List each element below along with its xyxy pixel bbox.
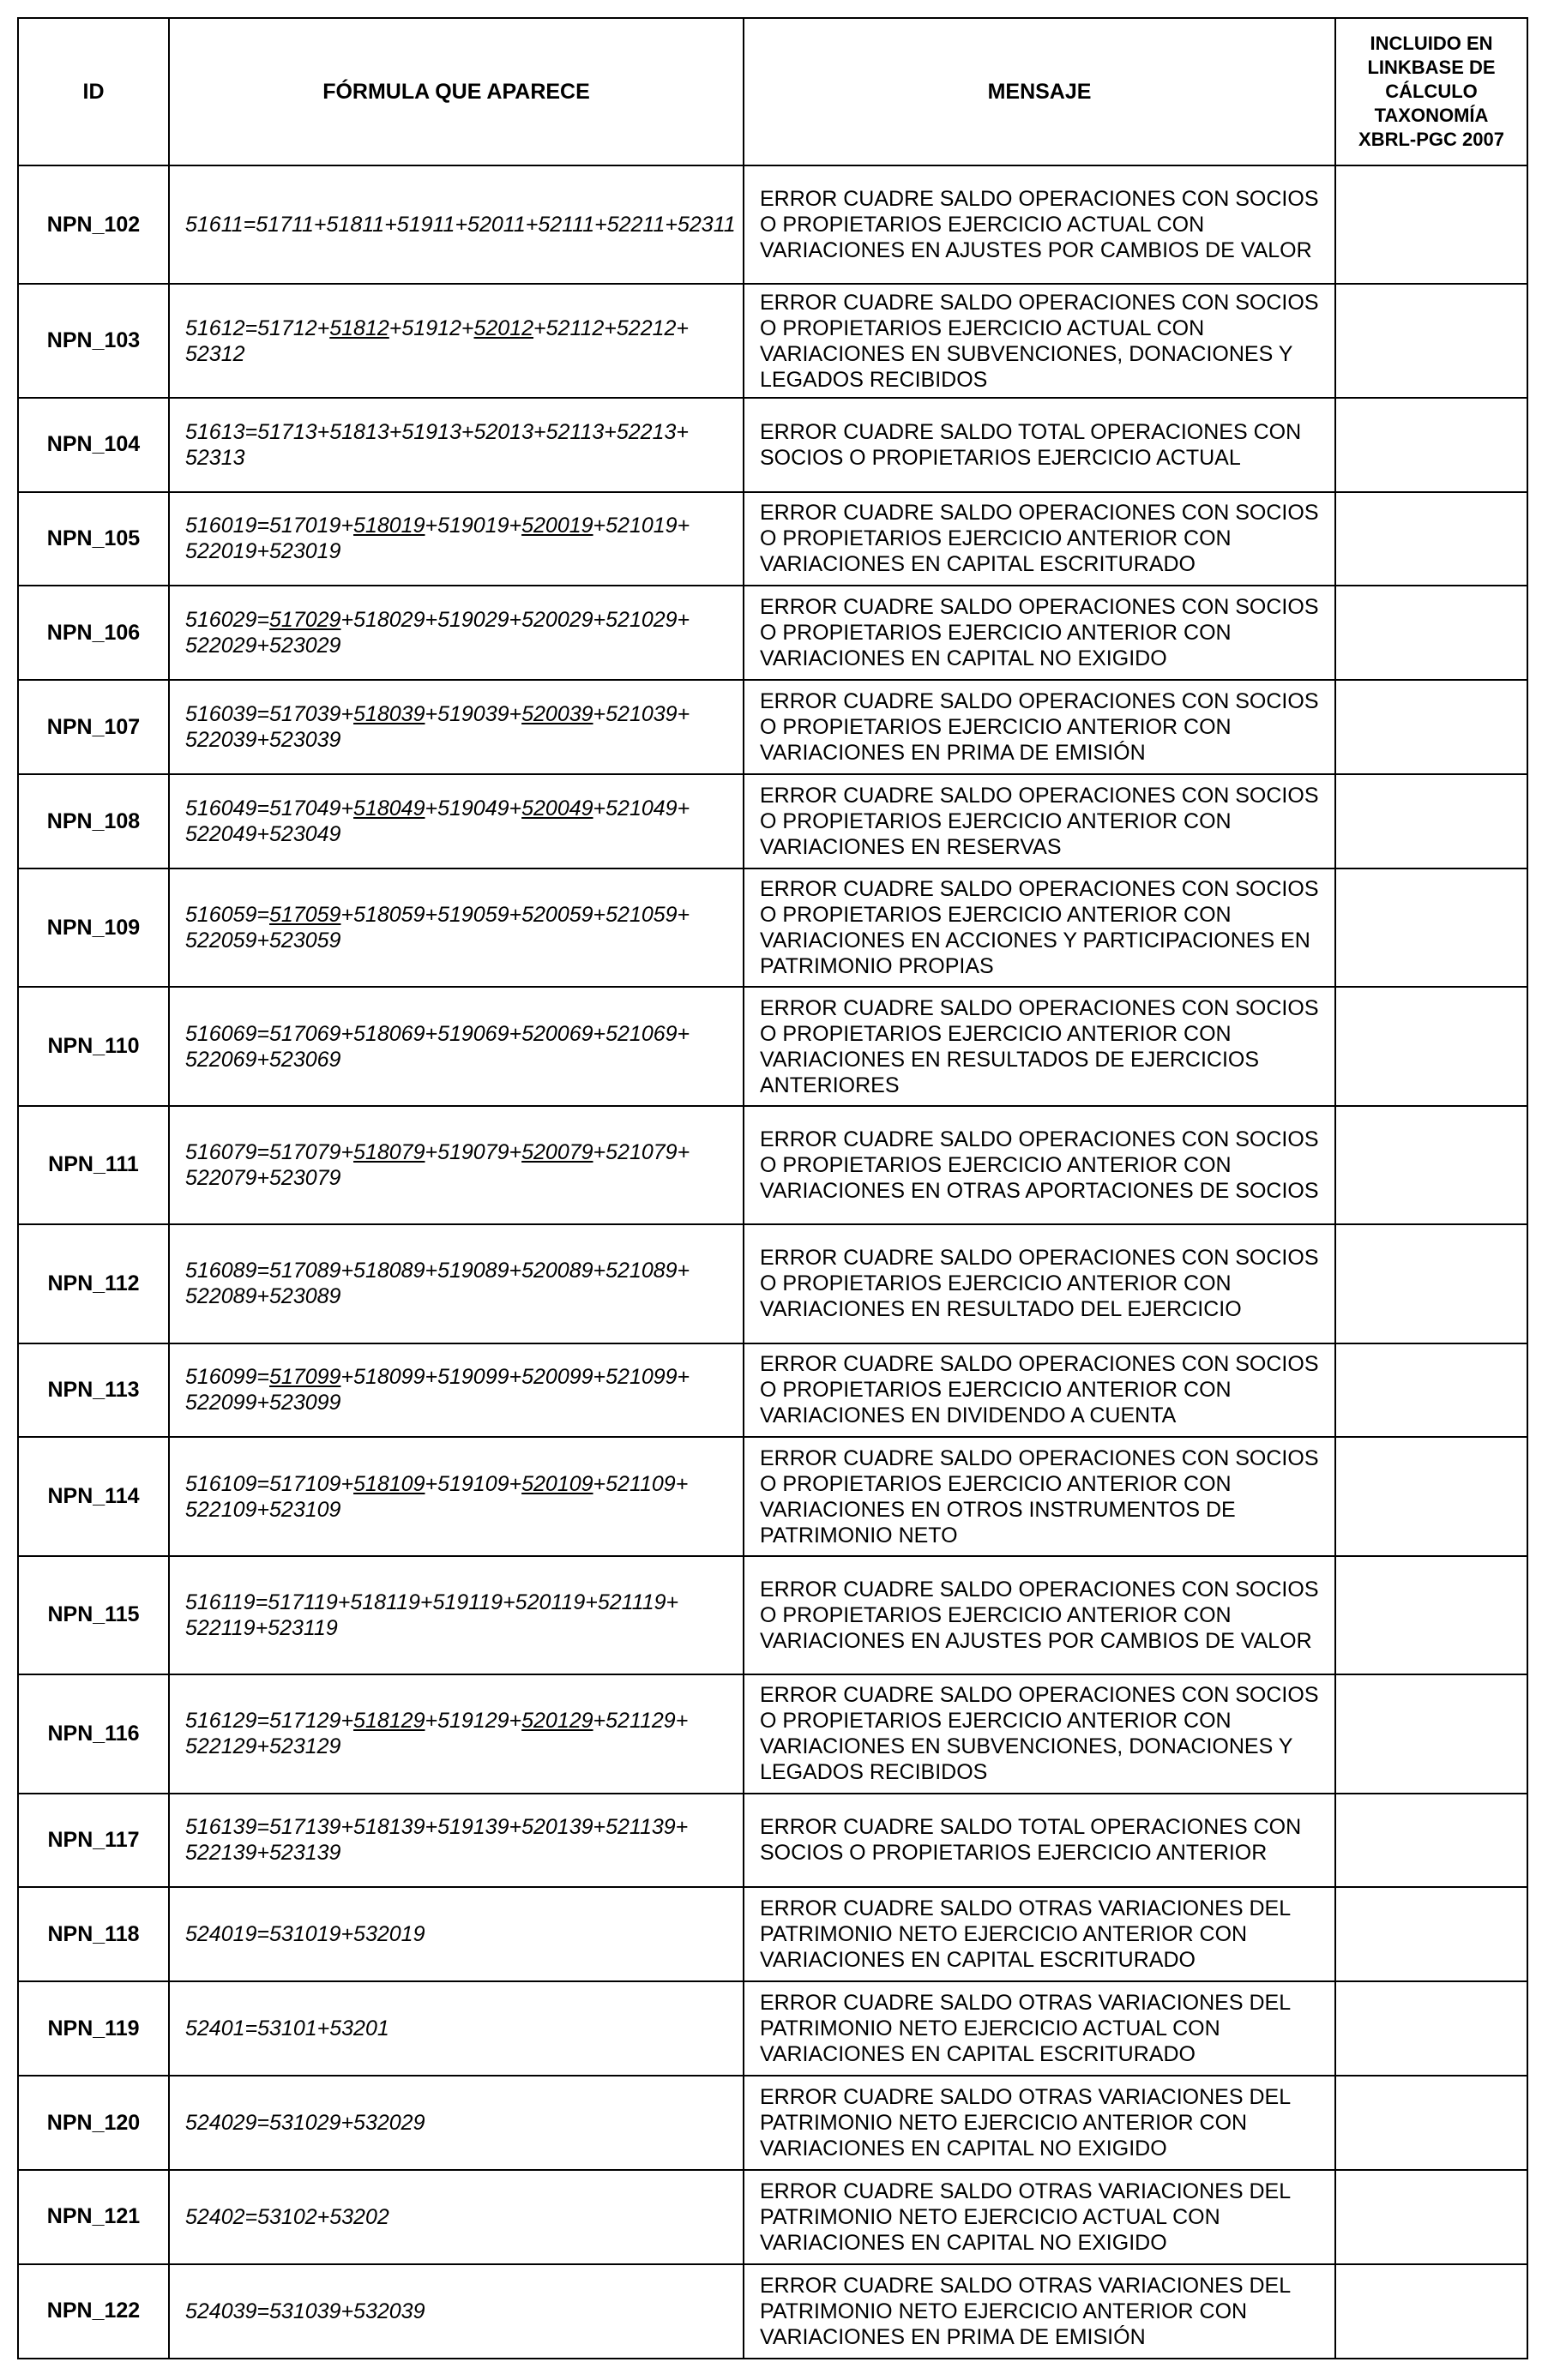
header-message: MENSAJE [744,18,1335,165]
table-row [18,1887,1527,1981]
rule-included [1335,1343,1527,1438]
table-row [18,1674,1527,1793]
formula-underlined-term: 520109 [521,1471,593,1496]
rule-formula [169,1887,744,1981]
rule-id: NPN_104 [18,398,169,492]
rule-formula [169,284,744,397]
formula-segment: 516049=517049+ [185,796,354,821]
formula-segment: 516089=517089+518089+519089+520089+521089+ 522089+523089 [185,1259,690,1309]
rule-message: ERROR CUADRE SALDO OTRAS VARIACIONES DEL PATRIMONIO NETO EJERCICIO ANTERIOR CON VARIACIONES EN CAPITAL NO EXIGIDO [744,2076,1335,2170]
formula-segment: +518029+519029+520029+521029+ 522029+523029 [185,608,690,658]
formula-segment: +519039+ [425,702,522,727]
table-row [18,2076,1527,2170]
rule-included [1335,1794,1527,1888]
rule-message: ERROR CUADRE SALDO OPERACIONES CON SOCIOS O PROPIETARIOS EJERCICIO ACTUAL CON VARIACIONES EN AJUSTES POR CAMBIOS DE VALOR [744,165,1335,284]
rule-formula [169,1106,744,1224]
rule-id: NPN_105 [18,492,169,586]
formula-segment: 51612=51712+ [185,316,330,340]
formula-segment: +521019+ 522019+523019 [185,514,690,564]
table-row [18,398,1527,492]
formula-underlined-term: 520129 [521,1709,593,1734]
formula-segment: +519129+ [425,1709,522,1734]
rule-included [1335,1437,1527,1555]
table-row [18,987,1527,1105]
rule-message: ERROR CUADRE SALDO TOTAL OPERACIONES CON SOCIOS O PROPIETARIOS EJERCICIO ANTERIOR [744,1794,1335,1888]
rule-id: NPN_122 [18,2264,169,2359]
header-included: INCLUIDO EN LINKBASE DE CÁLCULO TAXONOMÍA XBRL-PGC 2007 [1335,18,1527,165]
table-row [18,165,1527,284]
rule-id: NPN_118 [18,1887,169,1981]
rule-formula [169,1556,744,1674]
rule-formula [169,1224,744,1343]
rule-message: ERROR CUADRE SALDO OPERACIONES CON SOCIOS O PROPIETARIOS EJERCICIO ANTERIOR CON VARIACIONES EN DIVIDENDO A CUENTA [744,1343,1335,1438]
rule-message: ERROR CUADRE SALDO OPERACIONES CON SOCIOS O PROPIETARIOS EJERCICIO ANTERIOR CON VARIACIONES EN ACCIONES Y PARTICIPACIONES EN PATRIMONIO PROPIAS [744,868,1335,987]
rule-message: ERROR CUADRE SALDO OPERACIONES CON SOCIOS O PROPIETARIOS EJERCICIO ANTERIOR CON VARIACIONES EN SUBVENCIONES, DONACIONES Y LEGADOS RECIBIDOS [744,1674,1335,1793]
rule-id: NPN_120 [18,2076,169,2170]
formula-underlined-term: 520039 [521,702,593,727]
formula-segment: 516129=517129+ [185,1709,354,1734]
formula-underlined-term: 518039 [353,702,425,727]
formula-segment: +521129+ 522129+523129 [185,1709,689,1759]
formula-segment: +519079+ [425,1139,522,1164]
table-row [18,492,1527,586]
formula-underlined-term: 520019 [521,514,593,538]
rule-included [1335,165,1527,284]
rule-id: NPN_107 [18,680,169,774]
rule-id: NPN_109 [18,868,169,987]
formula-segment: 516099= [185,1365,270,1390]
formula-segment: 516119=517119+518119+519119+520119+521119+ 522119+523119 [185,1590,679,1640]
formula-segment: +521079+ 522079+523079 [185,1139,690,1190]
header-id: ID [18,18,169,165]
rule-formula [169,680,744,774]
rule-included [1335,774,1527,868]
table-row [18,1343,1527,1438]
rule-formula [169,1343,744,1438]
rule-id: NPN_119 [18,1981,169,2076]
formula-segment: 516109=517109+ [185,1471,354,1496]
header-formula: FÓRMULA QUE APARECE [169,18,744,165]
rule-id: NPN_113 [18,1343,169,1438]
formula-segment: +521109+ 522109+523109 [185,1471,689,1522]
table-row [18,1794,1527,1888]
rule-formula [169,1794,744,1888]
rule-formula [169,868,744,987]
rule-message: ERROR CUADRE SALDO TOTAL OPERACIONES CON SOCIOS O PROPIETARIOS EJERCICIO ACTUAL [744,398,1335,492]
formula-segment: 52311 [678,213,736,237]
rule-message: ERROR CUADRE SALDO OTRAS VARIACIONES DEL PATRIMONIO NETO EJERCICIO ANTERIOR CON VARIACIONES EN PRIMA DE EMISIÓN [744,2264,1335,2359]
rule-included [1335,586,1527,680]
rule-formula [169,1981,744,2076]
rule-message: ERROR CUADRE SALDO OPERACIONES CON SOCIOS O PROPIETARIOS EJERCICIO ANTERIOR CON VARIACIONES EN PRIMA DE EMISIÓN [744,680,1335,774]
rule-included [1335,2264,1527,2359]
formula-segment: 524019=531019+532019 [185,1922,425,1947]
rule-message: ERROR CUADRE SALDO OPERACIONES CON SOCIOS O PROPIETARIOS EJERCICIO ANTERIOR CON VARIACIONES EN RESULTADOS DE EJERCICIOS ANTERIORES [744,987,1335,1105]
rule-included [1335,1887,1527,1981]
rule-id: NPN_114 [18,1437,169,1555]
rule-included [1335,1106,1527,1224]
formula-segment: +519049+ [425,796,522,821]
formula-segment: 516139=517139+518139+519139+520139+521139+ 522139+523139 [185,1815,689,1866]
formula-segment: +521039+ 522039+523039 [185,702,690,753]
formula-underlined-term: 518049 [353,796,425,821]
table-row [18,1224,1527,1343]
formula-segment: 516079=517079+ [185,1139,354,1164]
formula-underlined-term: 51812 [329,316,389,340]
formula-segment: 52401=53101+53201 [185,2016,389,2041]
rule-message: ERROR CUADRE SALDO OPERACIONES CON SOCIOS O PROPIETARIOS EJERCICIO ANTERIOR CON VARIACIONES EN OTRAS APORTACIONES DE SOCIOS [744,1106,1335,1224]
rule-id: NPN_102 [18,165,169,284]
formula-segment: +519019+ [425,514,522,538]
rule-formula [169,987,744,1105]
formula-segment: +521049+ 522049+523049 [185,796,690,847]
formula-segment: 516029= [185,608,270,633]
rule-id: NPN_117 [18,1794,169,1888]
formula-segment: +51912+ [389,316,474,340]
rule-message: ERROR CUADRE SALDO OPERACIONES CON SOCIOS O PROPIETARIOS EJERCICIO ANTERIOR CON VARIACIONES EN OTROS INSTRUMENTOS DE PATRIMONIO NETO [744,1437,1335,1555]
rule-formula [169,398,744,492]
rule-id: NPN_108 [18,774,169,868]
rule-included [1335,284,1527,397]
formula-underlined-term: 518129 [353,1709,425,1734]
table-row [18,1981,1527,2076]
formula-underlined-term: 517099 [269,1365,341,1390]
table-row [18,774,1527,868]
rule-included [1335,680,1527,774]
rule-id: NPN_110 [18,987,169,1105]
rule-message: ERROR CUADRE SALDO OPERACIONES CON SOCIOS O PROPIETARIOS EJERCICIO ANTERIOR CON VARIACIONES EN RESERVAS [744,774,1335,868]
rule-id: NPN_115 [18,1556,169,1674]
table-row [18,284,1527,397]
formula-underlined-term: 520079 [521,1139,593,1164]
rule-formula [169,774,744,868]
rule-id: NPN_116 [18,1674,169,1793]
rule-included [1335,1556,1527,1674]
validation-rules-table [17,17,1528,2359]
table-body [18,165,1527,2359]
rule-message: ERROR CUADRE SALDO OPERACIONES CON SOCIOS O PROPIETARIOS EJERCICIO ANTERIOR CON VARIACIONES EN AJUSTES POR CAMBIOS DE VALOR [744,1556,1335,1674]
formula-underlined-term: 517029 [269,608,341,633]
formula-segment: 52402=53102+53202 [185,2204,389,2229]
formula-segment: 524029=531029+532029 [185,2111,425,2136]
formula-segment: 524039=531039+532039 [185,2299,425,2323]
rule-formula [169,165,744,284]
formula-underlined-term: 52012 [473,316,534,340]
rule-id: NPN_121 [18,2170,169,2264]
formula-underlined-term: 518079 [353,1139,425,1164]
table-row [18,586,1527,680]
formula-underlined-term: 518109 [353,1471,425,1496]
rule-id: NPN_111 [18,1106,169,1224]
rule-id: NPN_112 [18,1224,169,1343]
table-row [18,1106,1527,1224]
rule-id: NPN_106 [18,586,169,680]
rule-included [1335,1674,1527,1793]
rule-formula [169,2076,744,2170]
table-row [18,868,1527,987]
rule-message: ERROR CUADRE SALDO OTRAS VARIACIONES DEL PATRIMONIO NETO EJERCICIO ACTUAL CON VARIACIONES EN CAPITAL NO EXIGIDO [744,2170,1335,2264]
rule-message: ERROR CUADRE SALDO OTRAS VARIACIONES DEL PATRIMONIO NETO EJERCICIO ANTERIOR CON VARIACIONES EN CAPITAL ESCRITURADO [744,1887,1335,1981]
header-row [18,18,1527,165]
rule-message: ERROR CUADRE SALDO OTRAS VARIACIONES DEL PATRIMONIO NETO EJERCICIO ACTUAL CON VARIACIONES EN CAPITAL ESCRITURADO [744,1981,1335,2076]
formula-underlined-term: 520049 [521,796,593,821]
formula-segment: 516019=517019+ [185,514,354,538]
formula-segment: 51611=51711+51811+51911+52011+52111+52211+ [185,213,678,237]
formula-underlined-term: 517059 [269,903,341,928]
table-row [18,1437,1527,1555]
rule-included [1335,1981,1527,2076]
formula-segment: +519109+ [425,1471,522,1496]
rule-included [1335,1224,1527,1343]
table-row [18,2264,1527,2359]
rule-formula [169,492,744,586]
formula-segment: 516069=517069+518069+519069+520069+521069+ 522069+523069 [185,1021,690,1072]
rule-included [1335,987,1527,1105]
rule-message: ERROR CUADRE SALDO OPERACIONES CON SOCIOS O PROPIETARIOS EJERCICIO ANTERIOR CON VARIACIONES EN CAPITAL ESCRITURADO [744,492,1335,586]
rule-included [1335,2170,1527,2264]
formula-underlined-term: 518019 [353,514,425,538]
table-row [18,680,1527,774]
rule-included [1335,868,1527,987]
formula-segment: +52112+52212+ 52312 [185,316,690,366]
rule-message: ERROR CUADRE SALDO OPERACIONES CON SOCIOS O PROPIETARIOS EJERCICIO ANTERIOR CON VARIACIONES EN RESULTADO DEL EJERCICIO [744,1224,1335,1343]
formula-segment: 516059= [185,903,270,928]
table-row [18,2170,1527,2264]
rule-message: ERROR CUADRE SALDO OPERACIONES CON SOCIOS O PROPIETARIOS EJERCICIO ANTERIOR CON VARIACIONES EN CAPITAL NO EXIGIDO [744,586,1335,680]
rule-formula [169,1437,744,1555]
rule-message: ERROR CUADRE SALDO OPERACIONES CON SOCIOS O PROPIETARIOS EJERCICIO ACTUAL CON VARIACIONES EN SUBVENCIONES, DONACIONES Y LEGADOS RECIBIDOS [744,284,1335,397]
rule-formula [169,586,744,680]
table-row [18,1556,1527,1674]
rule-formula [169,2170,744,2264]
rule-included [1335,2076,1527,2170]
rule-formula [169,2264,744,2359]
formula-segment: +518099+519099+520099+521099+ 522099+523099 [185,1365,690,1415]
formula-segment: 51613=51713+51813+51913+52013+52113+52213+ 52313 [185,419,689,470]
rule-included [1335,492,1527,586]
formula-segment: +518059+519059+520059+521059+ 522059+523059 [185,903,690,953]
rule-included [1335,398,1527,492]
rule-id: NPN_103 [18,284,169,397]
formula-segment: 516039=517039+ [185,702,354,727]
rule-formula [169,1674,744,1793]
